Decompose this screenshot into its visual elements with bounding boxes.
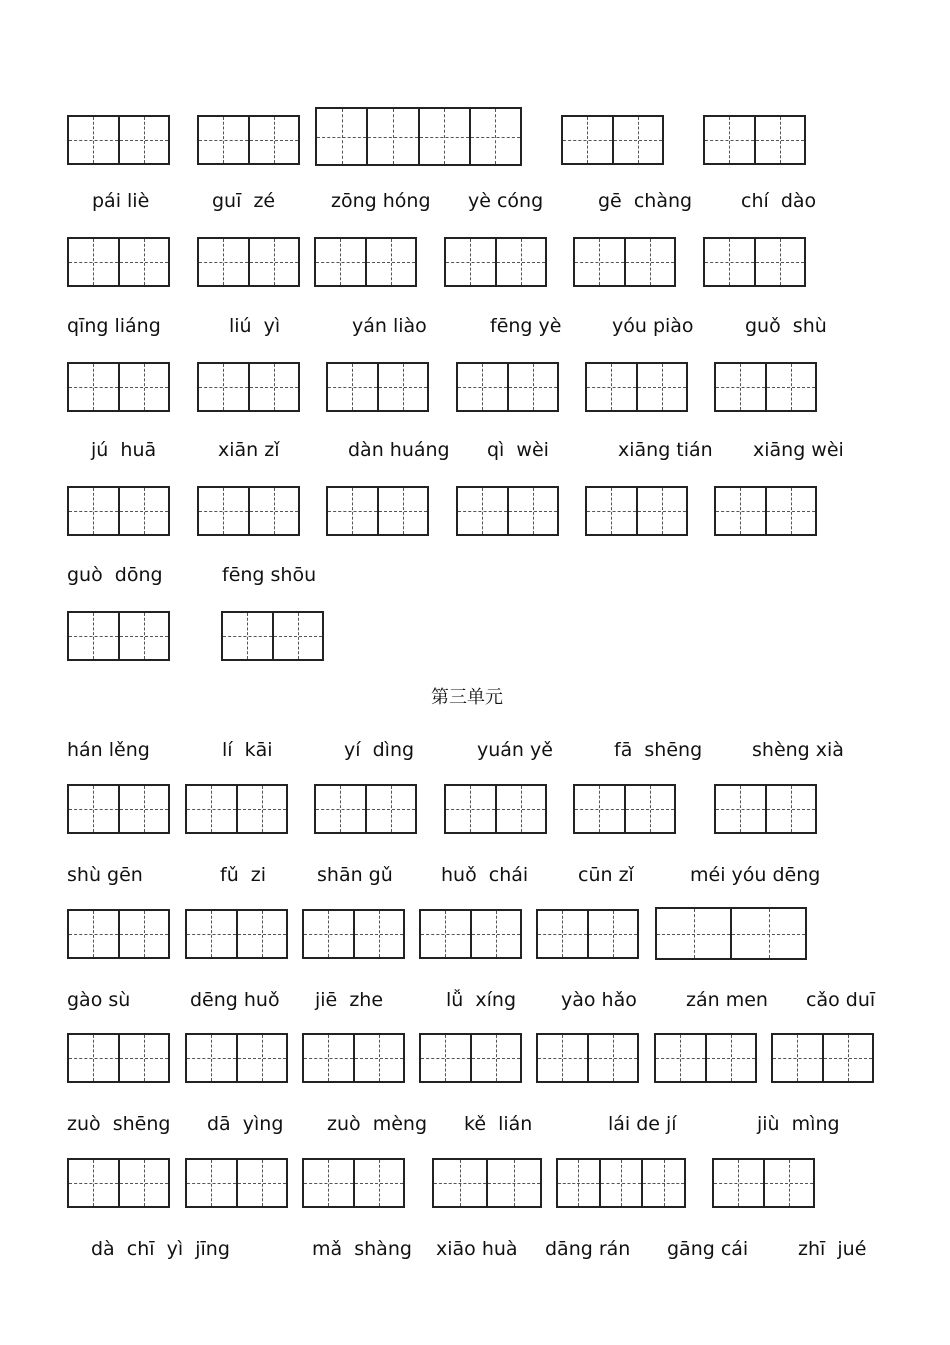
pinyin-word: guǒ shù [745,315,827,337]
pinyin-word: fā shēng [614,739,703,761]
writing-grid[interactable] [573,237,676,287]
writing-grid[interactable] [714,362,817,412]
writing-grid[interactable] [185,909,288,959]
pinyin-word: kě lián [464,1113,533,1135]
writing-grid[interactable] [197,362,300,412]
pinyin-word: zhī jué [798,1238,867,1260]
writing-grid[interactable] [67,1033,170,1083]
writing-grid[interactable] [67,115,170,165]
writing-grid[interactable] [771,1033,874,1083]
pinyin-word: yán liào [352,315,427,337]
pinyin-word: xiāng wèi [753,439,844,461]
pinyin-word: yuán yě [477,739,553,761]
writing-grid[interactable] [185,784,288,834]
writing-grid[interactable] [432,1158,542,1208]
pinyin-word: yè cóng [468,190,544,212]
pinyin-word: cūn zǐ [578,864,634,886]
pinyin-word: jiē zhe [315,989,384,1011]
pinyin-word: jú huā [91,439,157,461]
writing-grid[interactable] [67,1158,170,1208]
writing-grid[interactable] [221,611,324,661]
pinyin-word: zán men [686,989,768,1011]
pinyin-word: huǒ chái [441,864,529,886]
writing-grid[interactable] [536,909,639,959]
pinyin-word: lái de jí [608,1113,677,1135]
pinyin-word: shù gēn [67,864,143,886]
pinyin-word: guī zé [212,190,276,212]
pinyin-word: fēng shōu [222,564,317,586]
writing-grid[interactable] [67,362,170,412]
writing-grid[interactable] [585,486,688,536]
writing-grid[interactable] [456,486,559,536]
writing-grid[interactable] [419,1033,522,1083]
pinyin-word: qīng liáng [67,315,161,337]
writing-grid[interactable] [419,909,522,959]
pinyin-word: mǎ shàng [312,1238,412,1260]
pinyin-word: dēng huǒ [190,989,280,1011]
pinyin-word: guò dōng [67,564,163,586]
writing-grid[interactable] [585,362,688,412]
writing-grid[interactable] [315,107,522,166]
writing-grid[interactable] [712,1158,815,1208]
pinyin-word: lǚ xíng [446,989,517,1011]
writing-grid[interactable] [556,1158,686,1208]
pinyin-word: zuò shēng [67,1113,171,1135]
pinyin-word: gē chàng [598,190,693,212]
writing-grid[interactable] [67,486,170,536]
pinyin-word: dà chī yì jīng [91,1238,230,1260]
writing-grid[interactable] [197,237,300,287]
writing-grid[interactable] [67,611,170,661]
writing-grid[interactable] [302,1033,405,1083]
pinyin-word: zōng hóng [331,190,431,212]
writing-grid[interactable] [185,1158,288,1208]
writing-grid[interactable] [714,486,817,536]
writing-grid[interactable] [655,907,807,960]
pinyin-word: xiāng tián [618,439,713,461]
pinyin-word: yào hǎo [561,989,637,1011]
writing-grid[interactable] [703,115,806,165]
pinyin-word: dàn huáng [348,439,450,461]
writing-grid[interactable] [654,1033,757,1083]
writing-grid[interactable] [444,784,547,834]
pinyin-word: pái liè [92,190,150,212]
pinyin-word: jiù mìng [757,1113,840,1135]
writing-grid[interactable] [302,1158,405,1208]
section-title: 第三单元 [431,687,503,708]
pinyin-word: xiāo huà [436,1238,518,1260]
writing-grid[interactable] [714,784,817,834]
writing-grid[interactable] [185,1033,288,1083]
pinyin-word: chí dào [741,190,817,212]
pinyin-word: shèng xià [752,739,844,761]
pinyin-word: shān gǔ [317,864,393,886]
writing-grid[interactable] [444,237,547,287]
pinyin-word: cǎo duī [806,989,876,1011]
writing-grid[interactable] [326,486,429,536]
writing-grid[interactable] [561,115,664,165]
writing-grid[interactable] [703,237,806,287]
writing-grid[interactable] [314,784,417,834]
pinyin-word: fēng yè [490,315,562,337]
pinyin-word: dāng rán [545,1238,631,1260]
writing-grid[interactable] [456,362,559,412]
pinyin-word: gào sù [67,989,131,1011]
pinyin-word: dā yìng [207,1113,284,1135]
writing-grid[interactable] [67,784,170,834]
pinyin-word: hán lěng [67,739,150,761]
writing-grid[interactable] [314,237,417,287]
writing-grid[interactable] [573,784,676,834]
pinyin-word: qì wèi [487,439,549,461]
writing-grid[interactable] [302,909,405,959]
pinyin-word: xiān zǐ [218,439,280,461]
pinyin-word: yóu piào [612,315,694,337]
pinyin-word: fǔ zi [220,864,267,886]
pinyin-word: méi yóu dēng [690,864,821,886]
writing-grid[interactable] [197,486,300,536]
pinyin-word: zuò mèng [327,1113,428,1135]
pinyin-word: yí dìng [344,739,415,761]
pinyin-word: liú yì [229,315,281,337]
pinyin-word: gāng cái [667,1238,749,1260]
writing-grid[interactable] [67,237,170,287]
writing-grid[interactable] [536,1033,639,1083]
writing-grid[interactable] [67,909,170,959]
writing-grid[interactable] [326,362,429,412]
pinyin-word: lí kāi [222,739,273,761]
writing-grid[interactable] [197,115,300,165]
